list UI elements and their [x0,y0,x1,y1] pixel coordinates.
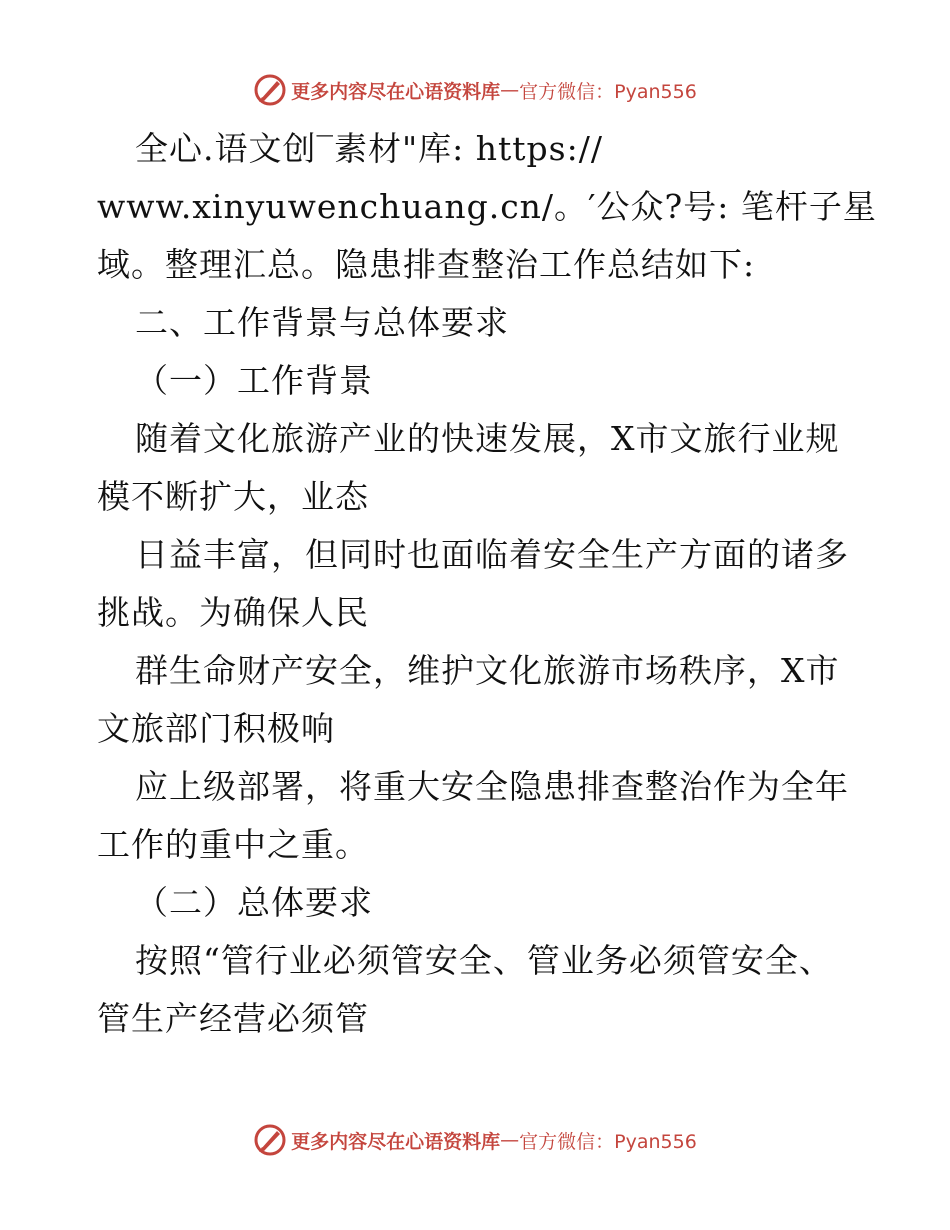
banner-separator: — [500,79,520,101]
text-line: 管生产经营必须管 [97,999,369,1038]
section-heading: 二、工作背景与总体要求 [135,303,509,342]
text-line: 日益丰富，但同时也面临着安全生产方面的诸多 [135,535,849,574]
text-line: 群生命财产安全，维护文化旅游市场秩序，X市 [135,651,840,690]
pen-quill-icon [253,1123,287,1157]
text-line: 模不断扩大，业态 [97,477,369,516]
text-line: 工作的重中之重。 [97,825,369,864]
text-line: 挑战。为确保人民 [97,593,369,632]
banner-contact: 官方微信：Pyan556 [519,80,697,103]
document-body [97,120,887,1048]
text-line: 全心.语文创‾素材"库: https:// [135,129,603,168]
text-line: 域。整理汇总。隐患排查整治工作总结如下: [97,245,756,284]
text-line: 按照“管行业必须管安全、管业务必须管安全、 [135,941,833,980]
text-line: 随着文化旅游产业的快速发展，X市文旅行业规 [135,419,840,458]
header-banner [0,68,950,112]
banner-contact: 官方微信：Pyan556 [519,1130,697,1153]
text-line: 文旅部门积极响 [97,709,335,748]
subsection-heading: （一）工作背景 [135,361,373,400]
footer-banner [0,1118,950,1162]
pen-quill-icon [253,73,287,107]
subsection-heading: （二）总体要求 [135,883,373,922]
text-line: 应上级部署，将重大安全隐患排查整治作为全年 [135,767,849,806]
banner-title: 更多内容尽在心语资料库 [291,80,501,103]
banner-title: 更多内容尽在心语资料库 [291,1130,501,1153]
banner-separator: — [500,1129,520,1151]
text-line: www.xinyuwenchuang.cn/。′公众?号: 笔杆子星 [97,187,877,226]
